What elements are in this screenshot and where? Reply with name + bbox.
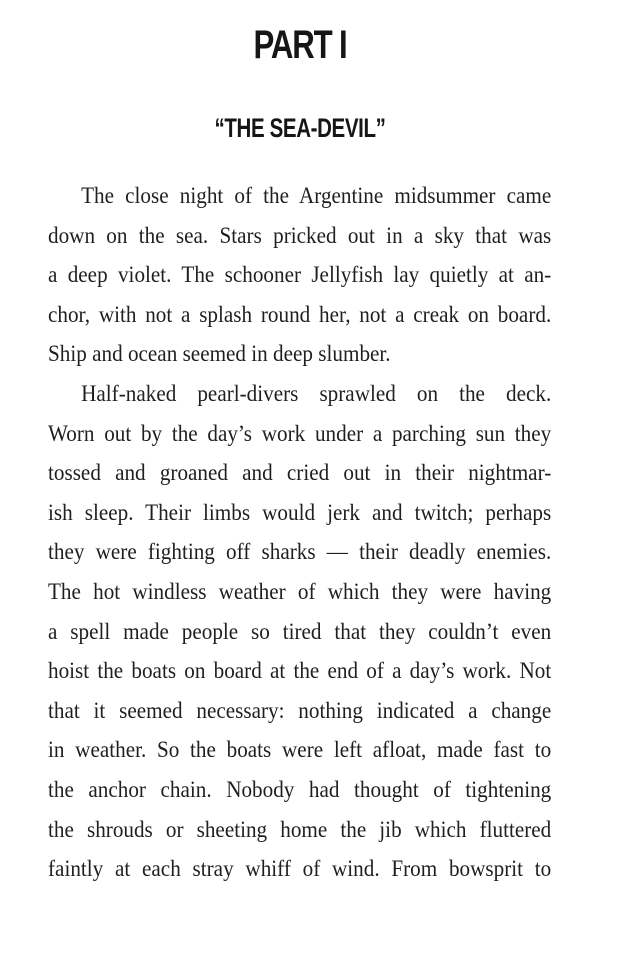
paragraph-2-line-5: they were fighting off sharks — their deadly enemies. — [48, 539, 552, 565]
body-text — [48, 176, 552, 889]
paragraph-2-line-10: in weather. So the boats were left afloat, made fast to — [48, 737, 552, 763]
paragraph-2-line-12: the shrouds or sheeting home the jib which fluttered — [48, 816, 552, 842]
paragraph-2-line-11: the anchor chain. Nobody had thought of tightening — [48, 776, 552, 802]
paragraph-2-line-8: hoist the boats on board at the end of a day’s work. Not — [48, 658, 552, 684]
paragraph-1-line-1: The close night of the Argentine midsummer came — [81, 183, 552, 208]
paragraph-2-line-9: that it seemed necessary: nothing indicated a change — [48, 697, 552, 723]
chapter-title: “THE SEA-DEVIL” — [214, 113, 386, 143]
paragraph-2-line-7: a spell made people so tired that they couldn’t even — [48, 618, 552, 644]
paragraph-1-line-3: a deep violet. The schooner Jellyfish lay quietly at an- — [48, 262, 552, 288]
paragraph-2-line-3: tossed and groaned and cried out in their nightmar- — [48, 460, 552, 486]
paragraph-1-line-4: chor, with not a splash round her, not a creak on board. — [48, 301, 552, 327]
paragraph-2-line-1: Half-naked pearl-divers sprawled on the deck. — [81, 380, 552, 406]
paragraph-2-line-6: The hot windless weather of which they were having — [48, 578, 552, 604]
part-title: PART I — [253, 23, 347, 67]
paragraph-1-line-5: Ship and ocean seemed in deep slumber. — [48, 341, 391, 367]
paragraph-2-line-2: Worn out by the day’s work under a parching sun they — [48, 420, 552, 446]
paragraph-2-line-13: faintly at each stray whiff of wind. From bowsprit to — [48, 856, 552, 882]
paragraph-1-line-2: down on the sea. Stars pricked out in a sky that was — [48, 222, 552, 248]
paragraph-2-line-4: ish sleep. Their limbs would jerk and twitch; perhaps — [48, 499, 552, 525]
